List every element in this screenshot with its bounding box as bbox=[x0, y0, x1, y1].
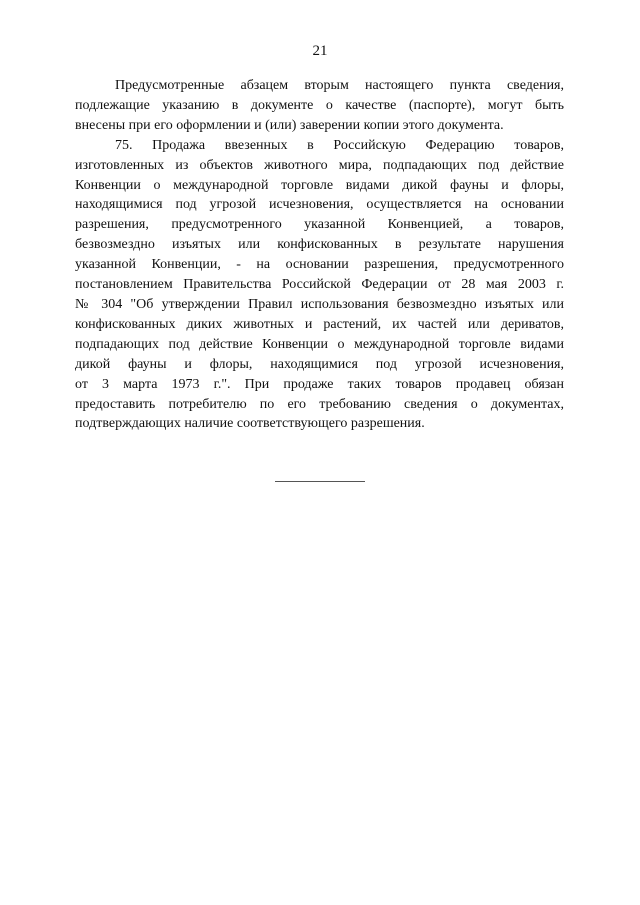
text-line: внесены при его оформлении и (или) заверении копии этого документа. bbox=[75, 117, 504, 133]
text-line: от 3 марта 1973 г.". При продаже таких товаров продавец обязан bbox=[75, 376, 564, 392]
text-line: постановлением Правительства Российской Федерации от 28 мая 2003 г. bbox=[75, 277, 564, 293]
text-line: подлежащие указанию в документе о качестве (паспорте), могут быть bbox=[75, 97, 564, 113]
text-line: подтверждающих наличие соответствующего разрешения. bbox=[75, 416, 425, 432]
text-line: № 304 "Об утверждении Правил использования безвозмездно изъятых или bbox=[75, 296, 564, 312]
end-of-document-rule bbox=[275, 481, 365, 482]
text-line: изготовленных из объектов животного мира, подпадающих под действие bbox=[75, 157, 564, 173]
page-number: 21 bbox=[312, 43, 328, 59]
paragraph-passport-info bbox=[75, 76, 564, 136]
text-line: безвозмездно изъятых или конфискованных в результате нарушения bbox=[75, 237, 564, 253]
paragraph-75 bbox=[75, 136, 564, 435]
text-line: дикой фауны и флоры, находящимися под угрозой исчезновения, bbox=[75, 356, 564, 372]
text-line: 75. Продажа ввезенных в Российскую Федерацию товаров, bbox=[115, 137, 564, 153]
text-line: Предусмотренные абзацем вторым настоящего пункта сведения, bbox=[115, 78, 564, 93]
text-line: конфискованных диких животных и растений, их частей или дериватов, bbox=[75, 316, 564, 332]
text-line: предоставить потребителю по его требованию сведения о документах, bbox=[75, 396, 564, 412]
text-line: указанной Конвенции, - на основании разрешения, предусмотренного bbox=[75, 257, 564, 273]
text-line: Конвенции о международной торговле видами дикой фауны и флоры, bbox=[75, 177, 564, 193]
text-line: находящимися под угрозой исчезновения, осуществляется на основании bbox=[75, 197, 564, 213]
text-line: разрешения, предусмотренного указанной Конвенцией, а товаров, bbox=[75, 217, 564, 233]
text-line: подпадающих под действие Конвенции о международной торговле видами bbox=[75, 336, 564, 352]
document-body bbox=[75, 76, 564, 434]
